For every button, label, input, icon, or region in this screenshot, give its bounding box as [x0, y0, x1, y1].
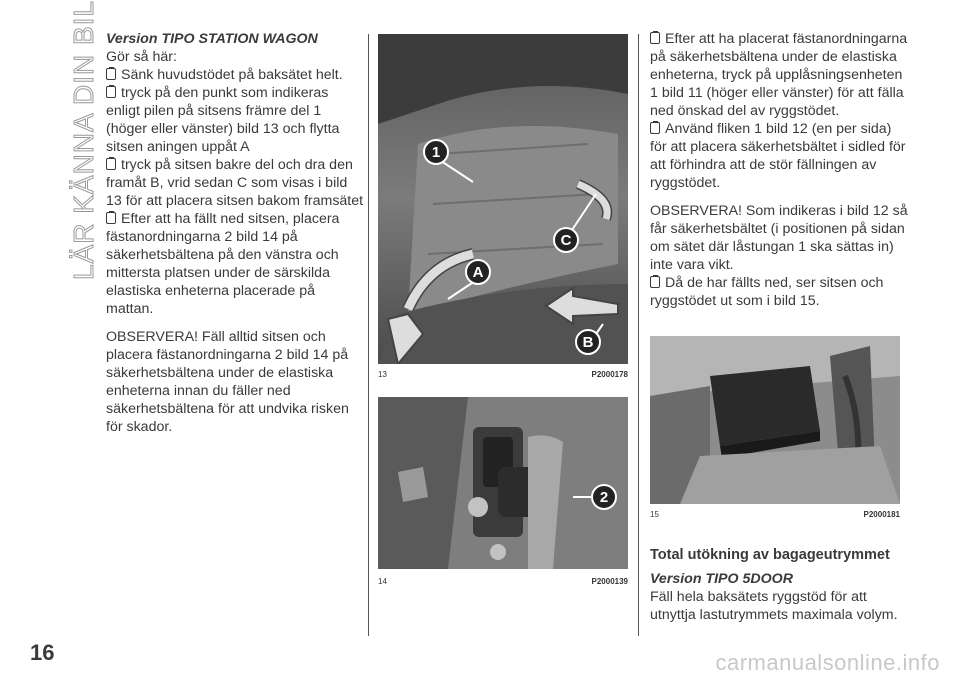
bullet-item: Efter att ha placerat fästanordningarna på säkerhetsbältena under de elastiska enheterna, tryck på upplåsningsenheten 1 bild 11 (höger eller vänster) för att fälla ned önskad del av ryggstödet.: [650, 31, 908, 119]
checkbox-bullet-icon: [106, 68, 116, 80]
note-paragraph: OBSERVERA! Som indikeras i bild 12 så får säkerhetsbältet (i positionen på sidan om sätet där låstungan 1 ska sättas in) inte vara vikt.: [650, 203, 908, 273]
section-heading: Version TIPO STATION WAGON: [106, 31, 318, 47]
text-column-right: [650, 30, 908, 310]
column-divider-left: [368, 34, 369, 636]
bullet-item: Då de har fällts ned, ser sitsen och ryggstödet ut som i bild 15.: [650, 275, 884, 309]
intro-text: Gör så här:: [106, 49, 177, 65]
figure-number: 13: [378, 370, 387, 379]
section-total-expansion: [650, 546, 908, 624]
checkbox-bullet-icon: [106, 86, 116, 98]
watermark-text: carmanualsonline.info: [715, 650, 940, 675]
figure-number: 15: [650, 510, 659, 519]
chapter-side-title-text: LÄR KÄNNA DIN BIL: [68, 0, 99, 280]
figure-13-photo: [378, 34, 628, 364]
bullet-item: Efter att ha fällt ned sitsen, placera fästanordningarna 2 bild 14 på säkerhetsbältena på den vänstra och mittersta platsen under de särskilda elastiska enheterna placerade på mattan.: [106, 211, 340, 317]
checkbox-bullet-icon: [106, 212, 116, 224]
figure-13-label-a: A: [472, 264, 484, 281]
figure-13-label-c: C: [560, 232, 572, 249]
figure-code: P2000139: [591, 577, 628, 586]
section-heading: Total utökning av bagageutrymmet: [650, 547, 890, 563]
figure-code: P2000178: [591, 370, 628, 379]
figure-14-caption: [378, 577, 628, 586]
sub-heading: Version TIPO 5DOOR: [650, 571, 793, 587]
checkbox-bullet-icon: [650, 32, 660, 44]
figure-13-caption: [378, 370, 628, 379]
bullet-item: Använd fliken 1 bild 12 (en per sida) för att placera säkerhetsbältet i sidled för att förhindra att de stör fällningen av ryggstödet.: [650, 121, 906, 191]
section-text: Fäll hela baksätets ryggstöd för att utnyttja lastutrymmets maximala volym.: [650, 589, 898, 623]
chapter-side-title: [30, 0, 99, 280]
figure-13-label-b: B: [582, 334, 594, 351]
figure-code: P2000181: [863, 510, 900, 519]
figure-14-photo: [378, 397, 628, 569]
column-divider-right: [638, 34, 639, 636]
bullet-item: tryck på sitsen bakre del och dra den framåt B, vrid sedan C som visas i bild 13 för att placera sitsen bakom framsätet: [106, 157, 364, 209]
figure-15-caption: [650, 510, 900, 519]
bullet-item: tryck på den punkt som indikeras enligt pilen på sitsens främre del 1 (höger eller vänster) bild 13 och flytta sitsen aningen uppåt A: [106, 85, 340, 155]
text-column-left: [106, 30, 364, 436]
checkbox-bullet-icon: [650, 276, 660, 288]
figure-14-label-2: 2: [599, 489, 609, 506]
figure-13-label-1: 1: [431, 144, 441, 161]
page-number: 16: [30, 640, 55, 665]
bullet-item: Sänk huvudstödet på baksätet helt.: [106, 66, 364, 84]
figure-15-photo: [650, 336, 900, 504]
note-paragraph: OBSERVERA! Fäll alltid sitsen och placera fästanordningarna 2 bild 14 på säkerhetsbältena under de elastiska enheterna innan du fäller ned säkerhetsbältena för att undvika risken för skador.: [106, 329, 349, 435]
checkbox-bullet-icon: [650, 122, 660, 134]
checkbox-bullet-icon: [106, 158, 116, 170]
figure-number: 14: [378, 577, 387, 586]
